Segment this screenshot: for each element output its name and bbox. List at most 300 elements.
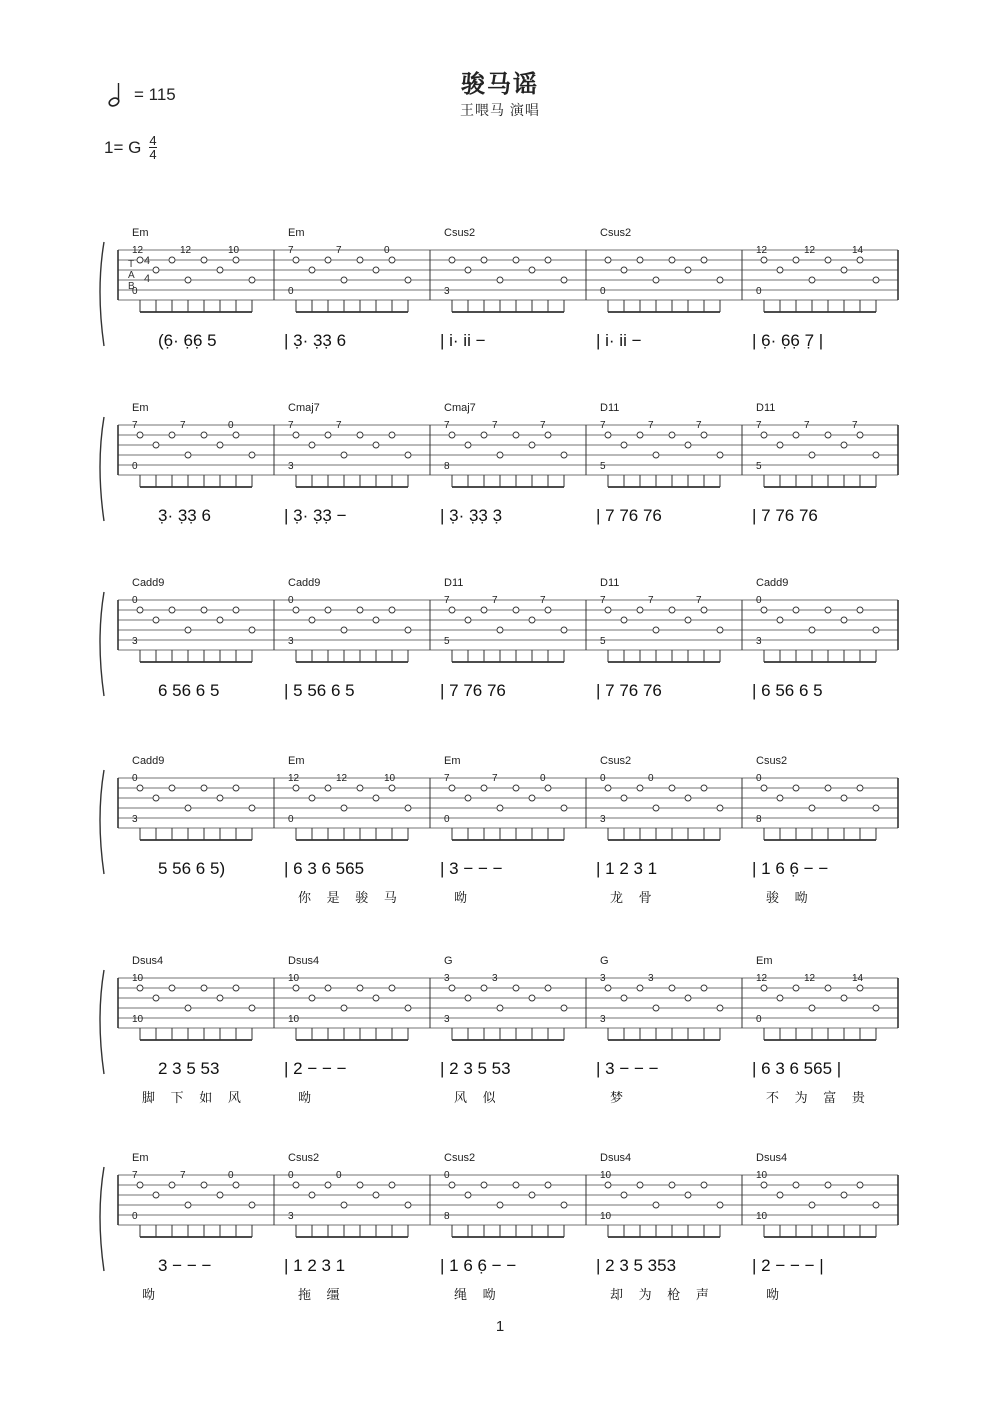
tab-note bbox=[685, 442, 691, 448]
tab-note bbox=[669, 432, 675, 438]
tab-note bbox=[605, 607, 611, 613]
tab-note bbox=[717, 277, 723, 283]
fret-number: 7 bbox=[648, 595, 654, 606]
fret-number: 12 bbox=[804, 973, 816, 984]
tab-note bbox=[685, 267, 691, 273]
bass-fret-number: 0 bbox=[288, 814, 294, 825]
bass-fret-number: 5 bbox=[444, 636, 450, 647]
chord-name: D11 bbox=[444, 577, 464, 589]
fret-number: 0 bbox=[600, 773, 606, 784]
tab-note bbox=[777, 1192, 783, 1198]
tab-note bbox=[841, 995, 847, 1001]
jianpu-notation: (6̣· 6̣6̣ 5 bbox=[158, 331, 217, 350]
tab-note bbox=[701, 985, 707, 991]
tab-note bbox=[717, 627, 723, 633]
tab-note bbox=[777, 267, 783, 273]
tab-note bbox=[685, 795, 691, 801]
jianpu-notation: | 3̣· 3̣3̣ 3̣ bbox=[440, 506, 503, 525]
bass-fret-number: 0 bbox=[756, 286, 762, 297]
tab-note bbox=[561, 277, 567, 283]
tab-note bbox=[137, 785, 143, 791]
chord-name: Dsus4 bbox=[288, 955, 320, 967]
lyric-text: 脚 下 如 风 bbox=[142, 1090, 247, 1105]
system-bracket bbox=[100, 242, 104, 346]
lyric-text: 呦 bbox=[298, 1090, 318, 1105]
tab-note bbox=[777, 795, 783, 801]
tab-note bbox=[153, 795, 159, 801]
fret-number: 7 bbox=[492, 420, 498, 431]
tab-note bbox=[373, 442, 379, 448]
fret-number: 7 bbox=[180, 1170, 186, 1181]
bass-fret-number: 10 bbox=[288, 1014, 300, 1025]
fret-number: 0 bbox=[756, 773, 762, 784]
tab-note bbox=[653, 805, 659, 811]
tab-note bbox=[669, 985, 675, 991]
tab-note bbox=[481, 257, 487, 263]
tab-note bbox=[841, 267, 847, 273]
jianpu-notation: | 7 76 76 bbox=[440, 681, 506, 700]
bass-fret-number: 5 bbox=[600, 461, 606, 472]
chord-name: Cmaj7 bbox=[288, 402, 320, 414]
tab-note bbox=[637, 607, 643, 613]
chord-name: Cadd9 bbox=[756, 577, 789, 589]
fret-number: 3 bbox=[492, 973, 498, 984]
tab-note bbox=[309, 267, 315, 273]
tab-note bbox=[497, 1005, 503, 1011]
tab-note bbox=[561, 452, 567, 458]
chord-name: Cadd9 bbox=[288, 577, 321, 589]
tab-note bbox=[809, 277, 815, 283]
tab-note bbox=[825, 607, 831, 613]
lyric-text: 呦 bbox=[454, 890, 474, 905]
jianpu-notation: | 6̣· 6̣6̣ 7̣ | bbox=[752, 331, 824, 350]
tab-note bbox=[809, 452, 815, 458]
tab-note bbox=[309, 995, 315, 1001]
tab-note bbox=[701, 607, 707, 613]
tab-note bbox=[249, 1005, 255, 1011]
tab-note bbox=[561, 805, 567, 811]
fret-number: 3 bbox=[648, 973, 654, 984]
tab-note bbox=[293, 985, 299, 991]
tab-note bbox=[841, 442, 847, 448]
tab-note bbox=[605, 985, 611, 991]
bass-fret-number: 3 bbox=[444, 1014, 450, 1025]
tab-note bbox=[293, 607, 299, 613]
tab-note bbox=[153, 267, 159, 273]
tab-note bbox=[309, 617, 315, 623]
tab-note bbox=[513, 257, 519, 263]
bass-fret-number: 8 bbox=[444, 1211, 450, 1222]
tab-note bbox=[669, 257, 675, 263]
lyric-text: 梦 bbox=[610, 1090, 630, 1105]
chord-name: G bbox=[600, 955, 609, 967]
tab-note bbox=[857, 257, 863, 263]
tab-note bbox=[653, 627, 659, 633]
tab-note bbox=[137, 607, 143, 613]
tab-note bbox=[389, 607, 395, 613]
tab-note bbox=[701, 257, 707, 263]
chord-name: Em bbox=[444, 755, 461, 767]
chord-name: Dsus4 bbox=[600, 1152, 632, 1164]
tab-note bbox=[841, 1192, 847, 1198]
jianpu-notation: | 3̣· 3̣3̣ − bbox=[284, 506, 347, 525]
chord-name: Csus2 bbox=[600, 227, 632, 239]
tab-note bbox=[293, 257, 299, 263]
tab-note bbox=[233, 1182, 239, 1188]
chord-name: G bbox=[444, 955, 453, 967]
tab-note bbox=[449, 985, 455, 991]
jianpu-notation: | 1 2 3 1 bbox=[284, 1256, 346, 1275]
fret-number: 14 bbox=[852, 245, 864, 256]
fret-number: 7 bbox=[804, 420, 810, 431]
fret-number: 12 bbox=[756, 973, 768, 984]
performer-credit: 王喂马 演唱 bbox=[460, 102, 540, 118]
jianpu-notation: 3̣· 3̣3̣ 6 bbox=[158, 506, 211, 525]
fret-number: 7 bbox=[132, 1170, 138, 1181]
fret-number: 7 bbox=[288, 245, 294, 256]
fret-number: 0 bbox=[288, 1170, 294, 1181]
tab-note bbox=[169, 257, 175, 263]
tab-note bbox=[669, 785, 675, 791]
tab-note bbox=[809, 627, 815, 633]
fret-number: 0 bbox=[132, 595, 138, 606]
fret-number: 7 bbox=[852, 420, 858, 431]
jianpu-notation: | 7 76 76 bbox=[596, 506, 662, 525]
jianpu-notation: | 6 3 6 565 | bbox=[752, 1059, 842, 1078]
tab-note bbox=[449, 785, 455, 791]
tab-note bbox=[761, 1182, 767, 1188]
chord-name: Cmaj7 bbox=[444, 402, 476, 414]
bass-fret-number: 0 bbox=[132, 1211, 138, 1222]
tab-note bbox=[857, 607, 863, 613]
tab-note bbox=[793, 607, 799, 613]
fret-number: 10 bbox=[600, 1170, 612, 1181]
fret-number: 7 bbox=[336, 245, 342, 256]
fret-number: 12 bbox=[288, 773, 300, 784]
jianpu-notation: | 2 − − − bbox=[284, 1059, 347, 1078]
tab-note bbox=[405, 452, 411, 458]
jianpu-notation: | i· ii − bbox=[596, 331, 642, 350]
jianpu-notation: | 1 6 6̣ − − bbox=[752, 859, 829, 878]
tab-note bbox=[449, 607, 455, 613]
fret-number: 0 bbox=[540, 773, 546, 784]
tab-note bbox=[373, 617, 379, 623]
tab-note bbox=[325, 1182, 331, 1188]
tab-note bbox=[529, 995, 535, 1001]
tab-note bbox=[465, 995, 471, 1001]
bass-fret-number: 10 bbox=[756, 1211, 768, 1222]
fret-number: 10 bbox=[756, 1170, 768, 1181]
tab-note bbox=[465, 267, 471, 273]
tab-note bbox=[717, 1202, 723, 1208]
chord-name: Em bbox=[288, 755, 305, 767]
bass-fret-number: 0 bbox=[756, 1014, 762, 1025]
tab-note bbox=[481, 985, 487, 991]
tab-note bbox=[325, 607, 331, 613]
tab-note bbox=[685, 995, 691, 1001]
tab-note bbox=[605, 432, 611, 438]
lyric-text: 不 为 富 贵 bbox=[766, 1090, 871, 1105]
system-bracket bbox=[100, 770, 104, 874]
bass-fret-number: 3 bbox=[600, 1014, 606, 1025]
tab-note bbox=[793, 1182, 799, 1188]
lyric-text: 风 似 bbox=[454, 1090, 502, 1105]
fret-number: 7 bbox=[648, 420, 654, 431]
system-bracket bbox=[100, 417, 104, 521]
tab-note bbox=[293, 785, 299, 791]
tab-note bbox=[405, 805, 411, 811]
tab-note bbox=[857, 1182, 863, 1188]
tab-note bbox=[185, 805, 191, 811]
tab-note bbox=[373, 1192, 379, 1198]
tab-note bbox=[153, 1192, 159, 1198]
tab-note bbox=[293, 432, 299, 438]
tab-note bbox=[841, 795, 847, 801]
fret-number: 12 bbox=[180, 245, 192, 256]
jianpu-notation: | 6 3 6 565 bbox=[284, 859, 365, 878]
tab-note bbox=[605, 257, 611, 263]
fret-number: 3 bbox=[444, 973, 450, 984]
fret-number: 7 bbox=[444, 595, 450, 606]
tab-note bbox=[325, 985, 331, 991]
tab-clef-letter: A bbox=[128, 270, 135, 281]
fret-number: 12 bbox=[132, 245, 144, 256]
tab-note bbox=[497, 805, 503, 811]
tab-note bbox=[653, 1202, 659, 1208]
fret-number: 7 bbox=[600, 420, 606, 431]
tab-note bbox=[405, 277, 411, 283]
tab-note bbox=[449, 257, 455, 263]
jianpu-notation: | 7 76 76 bbox=[596, 681, 662, 700]
tab-note bbox=[653, 452, 659, 458]
tab-note bbox=[637, 257, 643, 263]
tab-note bbox=[701, 432, 707, 438]
fret-number: 10 bbox=[132, 973, 144, 984]
bass-fret-number: 0 bbox=[132, 286, 138, 297]
tab-note bbox=[325, 785, 331, 791]
tab-note bbox=[513, 432, 519, 438]
jianpu-notation: | 3̣· 3̣3̣ 6 bbox=[284, 331, 347, 350]
tab-note bbox=[481, 432, 487, 438]
tab-note bbox=[357, 257, 363, 263]
tab-note bbox=[761, 432, 767, 438]
tab-note bbox=[169, 985, 175, 991]
tab-note bbox=[169, 607, 175, 613]
system-bracket bbox=[100, 592, 104, 696]
fret-number: 12 bbox=[336, 773, 348, 784]
tab-note bbox=[357, 785, 363, 791]
tab-note bbox=[185, 452, 191, 458]
tab-note bbox=[405, 1005, 411, 1011]
tab-note bbox=[873, 1202, 879, 1208]
tab-note bbox=[201, 985, 207, 991]
fret-number: 7 bbox=[444, 420, 450, 431]
tab-note bbox=[309, 442, 315, 448]
tab-note bbox=[341, 805, 347, 811]
tab-note bbox=[449, 1182, 455, 1188]
bass-fret-number: 3 bbox=[132, 814, 138, 825]
tab-note bbox=[701, 1182, 707, 1188]
tab-note bbox=[389, 257, 395, 263]
jianpu-notation: 2 3 5 53 bbox=[158, 1059, 220, 1078]
tab-note bbox=[605, 1182, 611, 1188]
tab-note bbox=[465, 1192, 471, 1198]
bass-fret-number: 3 bbox=[132, 636, 138, 647]
system-bracket bbox=[100, 1167, 104, 1271]
tab-note bbox=[777, 617, 783, 623]
tab-note bbox=[357, 1182, 363, 1188]
fret-number: 12 bbox=[804, 245, 816, 256]
tab-note bbox=[777, 995, 783, 1001]
chord-name: Em bbox=[132, 402, 149, 414]
bass-fret-number: 0 bbox=[288, 286, 294, 297]
time-top: 4 bbox=[149, 133, 157, 148]
tab-note bbox=[201, 607, 207, 613]
tab-note bbox=[153, 442, 159, 448]
fret-number: 7 bbox=[444, 773, 450, 784]
tab-note bbox=[825, 985, 831, 991]
fret-number: 7 bbox=[540, 595, 546, 606]
fret-number: 7 bbox=[132, 420, 138, 431]
chord-name: Csus2 bbox=[600, 755, 632, 767]
tab-note bbox=[137, 257, 143, 263]
tab-note bbox=[249, 1202, 255, 1208]
bass-fret-number: 3 bbox=[288, 461, 294, 472]
tempo-value: = 115 bbox=[134, 85, 176, 104]
jianpu-notation: | 5 56 6 5 bbox=[284, 681, 355, 700]
tab-note bbox=[309, 1192, 315, 1198]
tab-note bbox=[669, 1182, 675, 1188]
fret-number: 0 bbox=[384, 245, 390, 256]
fret-number: 0 bbox=[336, 1170, 342, 1181]
fret-number: 0 bbox=[228, 1170, 234, 1181]
tab-note bbox=[701, 785, 707, 791]
fret-number: 14 bbox=[852, 973, 864, 984]
tab-note bbox=[761, 607, 767, 613]
jianpu-notation: | 1 6 6̣ − − bbox=[440, 1256, 517, 1275]
bass-fret-number: 3 bbox=[288, 1211, 294, 1222]
tab-note bbox=[233, 785, 239, 791]
tab-note bbox=[809, 1202, 815, 1208]
tab-note bbox=[685, 617, 691, 623]
tab-note bbox=[825, 432, 831, 438]
lyric-text: 骏 呦 bbox=[766, 890, 814, 905]
tab-note bbox=[465, 442, 471, 448]
tab-note bbox=[249, 805, 255, 811]
fret-number: 7 bbox=[336, 420, 342, 431]
tab-note bbox=[545, 257, 551, 263]
chord-name: Em bbox=[756, 955, 773, 967]
fret-number: 10 bbox=[384, 773, 396, 784]
tab-note bbox=[529, 442, 535, 448]
tab-note bbox=[201, 785, 207, 791]
chord-name: D11 bbox=[756, 402, 776, 414]
lyric-text: 拖 缰 bbox=[298, 1287, 346, 1302]
fret-number: 7 bbox=[288, 420, 294, 431]
tab-note bbox=[529, 1192, 535, 1198]
jianpu-notation: | 2 − − − | bbox=[752, 1256, 824, 1275]
tab-note bbox=[373, 795, 379, 801]
fret-number: 7 bbox=[540, 420, 546, 431]
tab-note bbox=[249, 277, 255, 283]
tab-note bbox=[529, 795, 535, 801]
bass-fret-number: 8 bbox=[444, 461, 450, 472]
chord-name: D11 bbox=[600, 402, 620, 414]
fret-number: 7 bbox=[492, 595, 498, 606]
tab-note bbox=[873, 277, 879, 283]
tab-note bbox=[405, 627, 411, 633]
bass-fret-number: 0 bbox=[444, 814, 450, 825]
tab-note bbox=[217, 617, 223, 623]
tab-note bbox=[137, 985, 143, 991]
tab-note bbox=[389, 432, 395, 438]
tab-note bbox=[341, 452, 347, 458]
tab-note bbox=[325, 432, 331, 438]
jianpu-notation: | 1 2 3 1 bbox=[596, 859, 658, 878]
tab-note bbox=[201, 432, 207, 438]
tab-note bbox=[497, 1202, 503, 1208]
fret-number: 0 bbox=[444, 1170, 450, 1181]
tab-note bbox=[389, 985, 395, 991]
tab-note bbox=[137, 1182, 143, 1188]
chord-name: Csus2 bbox=[756, 755, 788, 767]
jianpu-notation: | 3 − − − bbox=[440, 859, 503, 878]
bass-fret-number: 3 bbox=[288, 636, 294, 647]
jianpu-notation: 6 56 6 5 bbox=[158, 681, 220, 700]
tab-note bbox=[637, 432, 643, 438]
tab-note bbox=[825, 785, 831, 791]
chord-name: Em bbox=[132, 227, 149, 239]
lyric-text: 呦 bbox=[142, 1287, 162, 1302]
tab-note bbox=[545, 985, 551, 991]
tab-note bbox=[513, 785, 519, 791]
fret-number: 7 bbox=[756, 420, 762, 431]
system-bracket bbox=[100, 970, 104, 1074]
tab-note bbox=[809, 805, 815, 811]
chord-name: Em bbox=[132, 1152, 149, 1164]
tab-note bbox=[793, 985, 799, 991]
bass-fret-number: 3 bbox=[756, 636, 762, 647]
tab-note bbox=[357, 607, 363, 613]
bass-fret-number: 10 bbox=[132, 1014, 144, 1025]
chord-name: Dsus4 bbox=[132, 955, 164, 967]
tab-note bbox=[153, 617, 159, 623]
tab-note bbox=[529, 617, 535, 623]
lyric-text: 龙 骨 bbox=[610, 890, 658, 905]
tab-note bbox=[545, 1182, 551, 1188]
tab-note bbox=[857, 785, 863, 791]
fret-number: 7 bbox=[600, 595, 606, 606]
tab-note bbox=[465, 795, 471, 801]
tab-note bbox=[309, 795, 315, 801]
tab-note bbox=[389, 1182, 395, 1188]
tab-note bbox=[201, 257, 207, 263]
tab-note bbox=[761, 785, 767, 791]
fret-number: 0 bbox=[288, 595, 294, 606]
time-bottom: 4 bbox=[149, 147, 157, 162]
tab-note bbox=[545, 432, 551, 438]
tab-note bbox=[481, 1182, 487, 1188]
tab-note bbox=[185, 277, 191, 283]
tab-note bbox=[325, 257, 331, 263]
tab-note bbox=[561, 1005, 567, 1011]
fret-number: 7 bbox=[492, 773, 498, 784]
tab-note bbox=[481, 785, 487, 791]
chord-name: Cadd9 bbox=[132, 577, 165, 589]
jianpu-notation: | 3 − − − bbox=[596, 1059, 659, 1078]
tab-note bbox=[621, 617, 627, 623]
tab-note bbox=[545, 607, 551, 613]
